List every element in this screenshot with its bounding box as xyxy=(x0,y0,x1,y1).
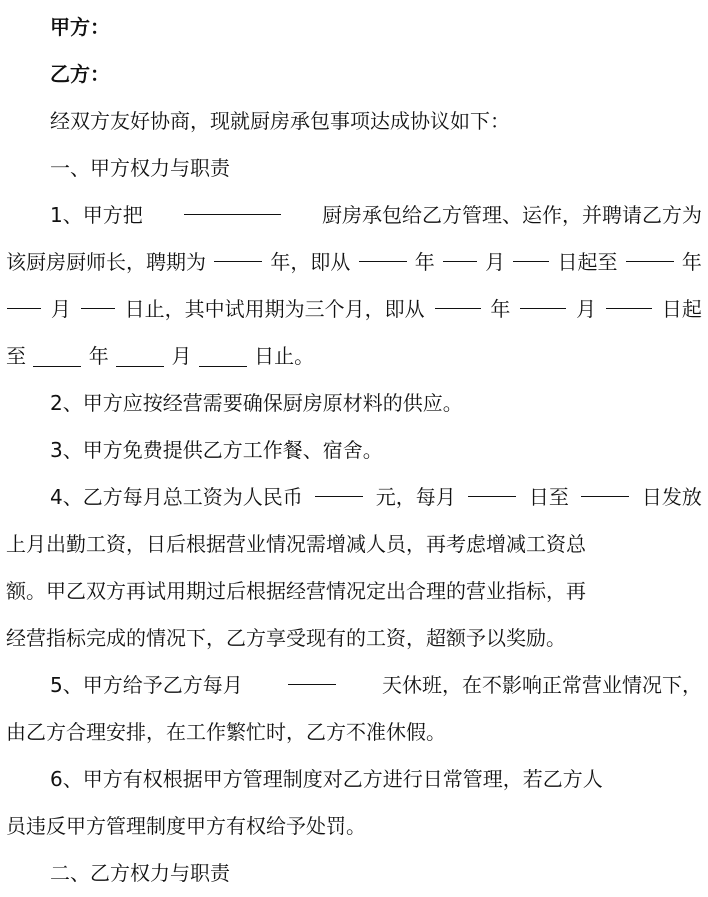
clause-5-line-2: 由乙方合理安排，在工作繁忙时，乙方不准休假。 xyxy=(6,720,446,744)
clause-1-text: 年，即从 xyxy=(270,250,351,274)
trial-end-day-blank[interactable] xyxy=(199,344,247,367)
clause-5-text: 5、甲方给予乙方每月 xyxy=(50,673,243,697)
term-years-blank[interactable] xyxy=(214,239,262,262)
clause-1-text: 1、甲方把 xyxy=(50,203,143,227)
clause-4-line-1 xyxy=(6,474,702,521)
clause-1-text: 月 xyxy=(171,344,192,368)
section-1-title: 一、甲方权力与职责 xyxy=(50,156,230,180)
clause-1-text: 年 xyxy=(681,250,702,274)
clause-4-text: 4、乙方每月总工资为人民币 xyxy=(50,485,303,509)
clause-6-line-1: 6、甲方有权根据甲方管理制度对乙方进行日常管理，若乙方人 xyxy=(50,767,603,791)
trial-end-year-blank[interactable] xyxy=(33,344,81,367)
end-day-blank[interactable] xyxy=(81,286,115,309)
clause-1-text: 年 xyxy=(414,250,435,274)
clause-1-text: 月 xyxy=(576,297,597,321)
clause-5-text: 天休班，在不影响正常营业情况下， xyxy=(381,673,702,697)
party-a-label: 甲方： xyxy=(50,15,110,39)
clause-4-line-3: 额。甲乙双方再试用期过后根据经营情况定出合理的营业指标，再 xyxy=(6,579,586,603)
clause-4-text: 日至 xyxy=(528,485,569,509)
clause-1-text: 日止，其中试用期为三个月，即从 xyxy=(124,297,425,321)
clause-4-text: 日发放 xyxy=(641,485,702,509)
days-off-blank[interactable] xyxy=(288,662,336,685)
clause-1-text: 厨房承包给乙方管理、运作，并聘请乙方为 xyxy=(321,203,702,227)
clause-1-line-3 xyxy=(6,286,702,333)
trial-start-month-blank[interactable] xyxy=(520,286,566,309)
start-day-blank[interactable] xyxy=(513,239,549,262)
end-month-blank[interactable] xyxy=(7,286,41,309)
start-month-blank[interactable] xyxy=(443,239,477,262)
clause-1-line-4 xyxy=(6,333,702,380)
kitchen-name-blank[interactable] xyxy=(184,192,281,215)
party-b-label: 乙方： xyxy=(50,62,110,86)
clause-5-line-1 xyxy=(6,662,702,709)
clause-1-text: 月 xyxy=(50,297,71,321)
clause-4-line-2: 上月出勤工资，日后根据营业情况需增减人员，再考虑增减工资总 xyxy=(6,532,586,556)
clause-6-line-2: 员违反甲方管理制度甲方有权给予处罚。 xyxy=(6,814,366,838)
clause-1-text: 日起至 xyxy=(557,250,618,274)
clause-3: 3、甲方免费提供乙方工作餐、宿舍。 xyxy=(50,438,383,462)
pay-day-to-blank[interactable] xyxy=(581,474,629,497)
clause-1-text: 该厨房厨师长，聘期为 xyxy=(6,250,206,274)
clause-4-line-4: 经营指标完成的情况下，乙方享受现有的工资，超额予以奖励。 xyxy=(6,626,566,650)
clause-1-text: 月 xyxy=(485,250,506,274)
section-2-title: 二、乙方权力与职责 xyxy=(50,861,230,885)
clause-2: 2、甲方应按经营需要确保厨房原材料的供应。 xyxy=(50,391,463,415)
trial-start-day-blank[interactable] xyxy=(606,286,652,309)
start-year-blank[interactable] xyxy=(359,239,407,262)
clause-1-text: 年 xyxy=(490,297,511,321)
clause-1-text: 至 xyxy=(6,344,26,368)
clause-1-text: 日起 xyxy=(661,297,702,321)
salary-amount-blank[interactable] xyxy=(315,474,363,497)
clause-1-text: 年 xyxy=(88,344,109,368)
intro-paragraph: 经双方友好协商，现就厨房承包事项达成协议如下： xyxy=(50,109,510,133)
clause-4-text: 元，每月 xyxy=(375,485,456,509)
clause-1-line-2 xyxy=(6,239,702,286)
clause-1-line-1 xyxy=(6,192,702,239)
trial-end-month-blank[interactable] xyxy=(116,344,164,367)
pay-day-from-blank[interactable] xyxy=(468,474,516,497)
clause-1-text: 日止。 xyxy=(254,344,315,368)
end-year-blank[interactable] xyxy=(626,239,674,262)
trial-start-year-blank[interactable] xyxy=(435,286,481,309)
